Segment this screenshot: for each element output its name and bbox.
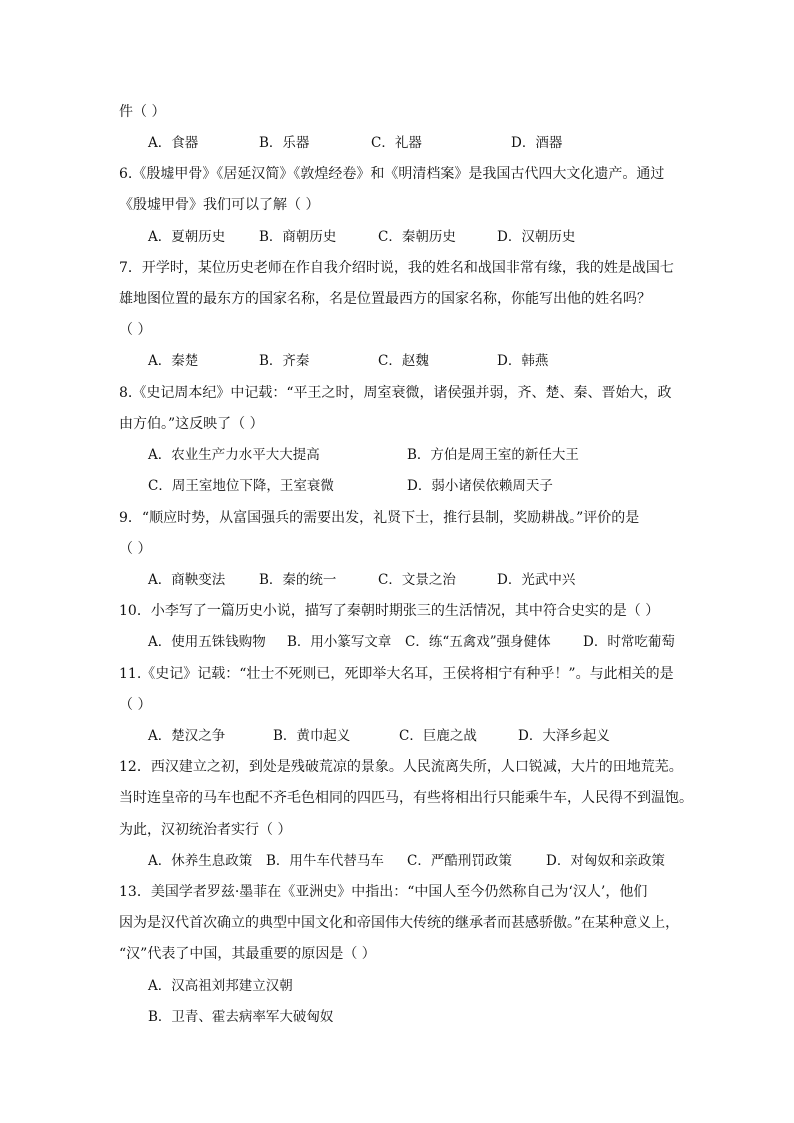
option-d: D．时常吃葡萄 [583, 634, 675, 650]
question-text-line: “汉”代表了中国，其最重要的原因是（ ） [119, 946, 376, 962]
option-c: C．礼器 [371, 135, 422, 151]
question-text-line: 9．“顺应时势，从富国强兵的需要出发，礼贤下士，推行县制，奖励耕战。”评价的是 [119, 510, 640, 526]
option-a: A．食器 [148, 135, 199, 151]
option-c: C．练“五禽戏”强身健体 [405, 634, 551, 650]
question-text-line: （ ） [119, 541, 152, 557]
option-a: A．休养生息政策 [148, 853, 253, 869]
option-c: C．秦朝历史 [378, 229, 456, 245]
option-a: A．楚汉之争 [148, 728, 226, 744]
option-d: D．弱小诸侯依赖周天子 [407, 478, 553, 494]
question-text-line: 7．开学时，某位历史老师在作自我介绍时说，我的姓名和战国非常有缘，我的姓是战国七 [119, 260, 674, 276]
option-d: D．汉朝历史 [497, 229, 576, 245]
option-b: B．秦的统一 [259, 572, 337, 588]
option-a: A．夏朝历史 [148, 229, 226, 245]
option-d: D．酒器 [511, 135, 563, 151]
question-text-line: （ ） [119, 697, 152, 713]
option-b: B．用小篆写文章 [287, 634, 392, 650]
question-text-line: 雄地图位置的最东方的国家名称，名是位置最西方的国家名称，你能写出他的姓名吗？ [119, 291, 651, 307]
option-b: B．齐秦 [259, 353, 310, 369]
question-text-line: 当时连皇帝的马车也配不齐毛色相同的四匹马，有些将相出行只能乘牛车，人民得不到温饱。 [119, 790, 693, 806]
option-a: A．汉高祖刘邦建立汉朝 [148, 978, 293, 994]
option-d: D．对匈奴和亲政策 [546, 853, 665, 869]
question-text-line: （ ） [119, 322, 152, 338]
option-d: D．韩燕 [497, 353, 549, 369]
option-a: A．使用五铢钱购物 [148, 634, 266, 650]
option-a: A．商鞅变法 [148, 572, 226, 588]
option-b: B．方伯是周王室的新任大王 [407, 447, 579, 463]
option-c: C．文景之治 [378, 572, 456, 588]
option-b: B．商朝历史 [259, 229, 337, 245]
question-text-line: 因为是汉代首次确立的典型中国文化和帝国伟大传统的继承者而甚感骄傲。”在某种意义上， [119, 915, 680, 931]
question-text-line: 13．美国学者罗兹·墨菲在《亚洲史》中指出：“中国人至今仍然称自己为‘汉人’，他们 [119, 884, 648, 900]
option-b: B．卫青、霍去病率军大破匈奴 [148, 1009, 334, 1025]
question-text-line: 由方伯。”这反映了（ ） [119, 416, 264, 432]
question-text-line: 6.《殷墟甲骨》《居延汉简》《敦煌经卷》和《明清档案》是我国古代四大文化遗产。通过 [119, 166, 665, 182]
option-c: C．严酷刑罚政策 [407, 853, 512, 869]
question-text-line: 8.《史记周本纪》中记载：“平王之时，周室衰微，诸侯强并弱，齐、楚、秦、晋始大，政 [119, 385, 672, 401]
question-text-line: 11.《史记》记载：“壮士不死则已，死即举大名耳，王侯将相宁有种乎！”。与此相关的是 [119, 666, 674, 682]
option-a: A．农业生产力水平大大提高 [148, 447, 320, 463]
option-d: D．大泽乡起义 [518, 728, 610, 744]
option-b: B．黄巾起义 [273, 728, 351, 744]
question-text-line: 件（ ） [119, 104, 166, 120]
option-c: C．赵魏 [378, 353, 429, 369]
option-d: D．光武中兴 [497, 572, 576, 588]
question-text-line: 为此，汉初统治者实行（ ） [119, 822, 292, 838]
question-text-line: 10．小李写了一篇历史小说，描写了秦朝时期张三的生活情况，其中符合史实的是（ ） [119, 603, 660, 619]
option-b: B．乐器 [259, 135, 310, 151]
option-c: C．巨鹿之战 [399, 728, 477, 744]
option-a: A．秦楚 [148, 353, 199, 369]
option-c: C．周王室地位下降，王室衰微 [148, 478, 334, 494]
question-text-line: 《殷墟甲骨》我们可以了解（ ） [119, 197, 320, 213]
option-b: B．用牛车代替马车 [266, 853, 384, 869]
question-text-line: 12．西汉建立之初，到处是残破荒凉的景象。人民流离失所，人口锐减，大片的田地荒芜。 [119, 759, 683, 775]
